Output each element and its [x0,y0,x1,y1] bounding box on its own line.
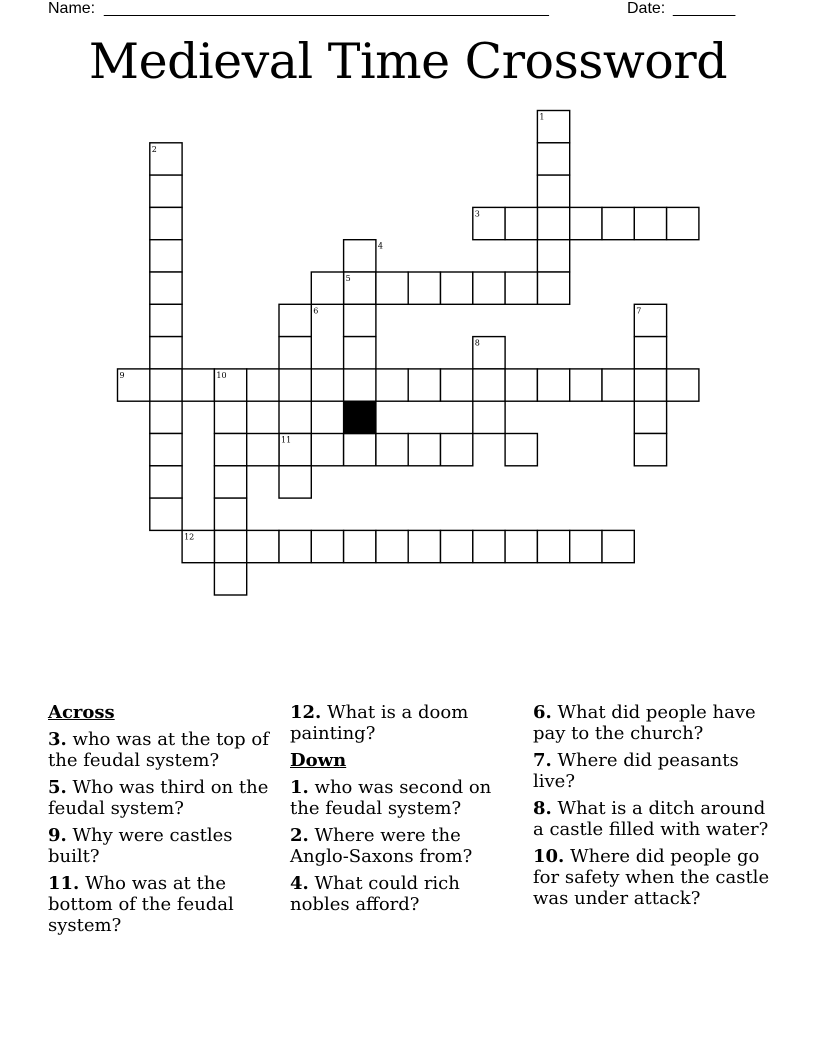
crossword-cell[interactable] [344,304,376,336]
crossword-cell[interactable] [441,530,473,562]
cell-number: 6 [313,306,319,316]
clue-text: What is a ditch around a castle filled with water? [533,798,769,840]
crossword-cell[interactable] [441,434,473,466]
clue-text: Who was at the bottom of the feudal system? [48,873,234,936]
crossword-cell[interactable] [311,434,343,466]
clue-text: Where did peasants live? [533,750,739,792]
clue-text: Where did people go for safety when the castle was under attack? [533,846,770,909]
clue-number: 8. [533,798,552,819]
crossword-cell[interactable] [570,207,602,239]
crossword-cell[interactable] [247,530,279,562]
cell-number: 3 [474,209,480,219]
crossword-cell[interactable] [634,207,666,239]
crossword-cell[interactable] [376,434,408,466]
crossword-cell[interactable] [537,272,569,304]
crossword-cell[interactable] [537,175,569,207]
cell-number: 4 [377,241,383,251]
clue-number: 1. [290,777,309,798]
crossword-cell[interactable] [214,563,246,595]
clue-number: 7. [533,750,552,771]
crossword-cell[interactable] [344,434,376,466]
clue-number: 9. [48,825,67,846]
cell-number: 7 [636,306,642,316]
crossword-cell[interactable] [602,207,634,239]
clue-number: 5. [48,777,67,798]
clue-down-6 [533,702,773,744]
across-heading: Across [48,702,115,723]
clue-across-5 [48,777,280,819]
cell-number: 12 [184,532,195,542]
crossword-cell[interactable] [150,272,182,304]
crossword-cell[interactable] [505,369,537,401]
crossword-cell[interactable] [214,434,246,466]
crossword-cell[interactable] [279,401,311,433]
crossword-cell[interactable] [634,434,666,466]
clue-number: 2. [290,825,309,846]
name-blank-line: __________________________________________________ [104,0,549,17]
crossword-cell[interactable] [537,240,569,272]
crossword-cell[interactable] [441,369,473,401]
crossword-cell[interactable] [344,240,376,272]
crossword-cell[interactable] [473,401,505,433]
crossword-cell[interactable] [182,369,214,401]
clue-text: Why were castles built? [48,825,233,867]
clue-number: 11. [48,873,80,894]
crossword-cell[interactable] [408,434,440,466]
clue-text: What could rich nobles afford? [290,873,460,915]
crossword-cell[interactable] [473,272,505,304]
clue-number: 4. [290,873,309,894]
crossword-cell[interactable] [570,530,602,562]
cell-number: 8 [474,338,480,348]
cell-number: 2 [151,144,157,154]
clue-number: 6. [533,702,552,723]
crossword-cell[interactable] [408,530,440,562]
crossword-cell[interactable] [150,337,182,369]
crossword-cell[interactable] [247,369,279,401]
crossword-cell[interactable] [408,369,440,401]
clue-text: What is a doom painting? [290,702,469,744]
clue-down-10 [533,846,773,909]
crossword-cell[interactable] [537,143,569,175]
crossword-cell[interactable] [441,272,473,304]
crossword-cell[interactable] [473,530,505,562]
cell-number: 9 [119,370,125,380]
crossword-cell[interactable] [150,240,182,272]
crossword-cell[interactable] [150,434,182,466]
clue-down-4 [290,873,522,915]
crossword-cell[interactable] [279,337,311,369]
clue-number: 3. [48,729,67,750]
cell-number: 11 [281,435,292,445]
clue-down-1 [290,777,522,819]
crossword-cell[interactable] [150,207,182,239]
crossword-cell[interactable] [570,369,602,401]
down-heading: Down [290,750,347,771]
crossword-cell[interactable] [505,530,537,562]
crossword-cell[interactable] [537,530,569,562]
crossword-cell[interactable] [150,369,182,401]
clue-across-3 [48,729,280,771]
crossword-cell[interactable] [505,434,537,466]
cell-number: 1 [539,112,545,122]
crossword-cell[interactable] [150,498,182,530]
crossword-cell[interactable] [344,530,376,562]
clue-across-9 [48,825,280,867]
crossword-cell[interactable] [311,272,343,304]
crossword-cell[interactable] [376,530,408,562]
clue-text: Who was third on the feudal system? [48,777,269,819]
crossword-black-cell [344,401,376,433]
clue-text: who was at the top of the feudal system? [48,729,269,771]
cell-number: 5 [345,274,351,283]
crossword-cell[interactable] [214,498,246,530]
name-label: Name: [48,0,96,17]
crossword-cell[interactable] [667,369,699,401]
crossword-cell[interactable] [376,369,408,401]
crossword-cell[interactable] [279,530,311,562]
crossword-cell[interactable] [634,369,666,401]
crossword-cell[interactable] [279,304,311,336]
clue-column-1 [48,702,280,942]
clue-down-2 [290,825,522,867]
clue-number: 10. [533,846,565,867]
crossword-cell[interactable] [150,304,182,336]
crossword-cell[interactable] [505,207,537,239]
crossword-cell[interactable] [667,207,699,239]
clue-across-12 [290,702,522,744]
crossword-cell[interactable] [279,466,311,498]
crossword-cell[interactable] [214,530,246,562]
crossword-cell[interactable] [408,272,440,304]
clue-text: What did people have pay to the church? [533,702,756,744]
crossword-cell[interactable] [505,272,537,304]
crossword-cell[interactable] [473,369,505,401]
crossword-cell[interactable] [311,369,343,401]
crossword-cell[interactable] [602,530,634,562]
crossword-cell[interactable] [150,401,182,433]
crossword-cell[interactable] [602,369,634,401]
date-label: Date: [627,0,666,17]
crossword-cell[interactable] [150,466,182,498]
clue-column-3 [533,702,773,915]
crossword-cell[interactable] [214,466,246,498]
crossword-cell[interactable] [376,272,408,304]
crossword-cell[interactable] [311,530,343,562]
clue-text: who was second on the feudal system? [290,777,492,819]
crossword-cell[interactable] [150,175,182,207]
crossword-cell[interactable] [537,369,569,401]
clue-number: 12. [290,702,322,723]
crossword-cell[interactable] [634,337,666,369]
clue-down-8 [533,798,773,840]
crossword-cell[interactable] [537,207,569,239]
crossword-cell[interactable] [214,401,246,433]
page-title: Medieval Time Crossword [88,33,728,90]
clue-column-2 [290,702,522,921]
crossword-cell[interactable] [634,401,666,433]
crossword-cell[interactable] [247,434,279,466]
crossword-cell[interactable] [344,337,376,369]
clue-down-7 [533,750,773,792]
clue-across-11 [48,873,280,936]
cell-number: 10 [216,370,227,380]
date-blank-line: _______ [673,0,736,17]
clue-text: Where were the Anglo-Saxons from? [290,825,473,867]
